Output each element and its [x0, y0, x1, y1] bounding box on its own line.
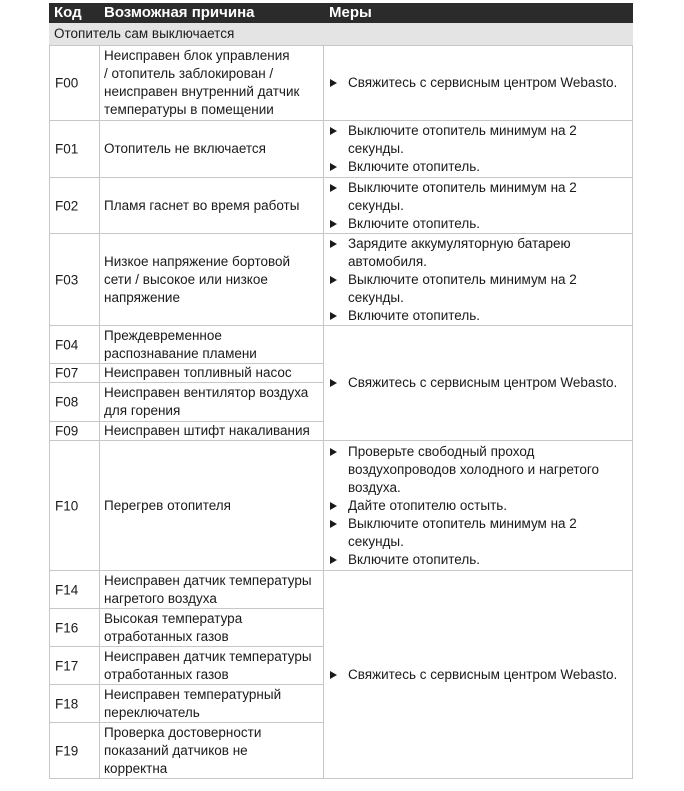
fault-code-cell [49, 571, 99, 609]
bullet-arrow-icon [330, 502, 337, 510]
bullet-arrow-icon [330, 379, 337, 387]
fault-code-cell [49, 609, 99, 647]
cause-text: Неисправен вентилятор воздуха для горения [104, 385, 309, 418]
measures-list [328, 235, 630, 325]
bullet-arrow-icon [330, 671, 337, 679]
cause-text: Неисправен температурный переключатель [104, 686, 282, 720]
measure-text: Выключите отопитель минимум на 2 секунды. [348, 123, 577, 156]
fault-code-cell [49, 234, 99, 326]
bullet-arrow-icon [330, 220, 337, 228]
measure-item [328, 74, 630, 92]
cause-cell [99, 364, 323, 383]
measure-item [328, 215, 630, 233]
fault-code: F07 [55, 365, 79, 381]
fault-code: F17 [55, 658, 79, 673]
cause-cell [99, 121, 323, 178]
measures-cell [323, 326, 633, 441]
fault-code: F00 [55, 75, 79, 90]
measure-text: Включите отопитель. [348, 159, 480, 174]
measure-text: Включите отопитель. [348, 551, 480, 567]
measures-list [328, 179, 630, 233]
fault-code: F09 [55, 423, 79, 439]
measure-text: Включите отопитель. [348, 215, 480, 231]
cause-text: Неисправен топливный насос [104, 365, 292, 380]
bullet-arrow-icon [330, 127, 337, 135]
fault-code: F18 [55, 696, 79, 711]
cause-text: Преждевременное распознавание пламени [104, 327, 257, 361]
fault-code-cell [49, 685, 99, 723]
cause-cell [99, 234, 323, 326]
fault-code: F02 [55, 198, 79, 213]
measure-item [328, 179, 630, 215]
cause-cell [99, 571, 323, 609]
table-header [49, 3, 633, 23]
cause-text: Проверка достоверности показаний датчиков не корректна [104, 724, 262, 776]
fault-code-cell [49, 364, 99, 383]
bullet-arrow-icon [330, 240, 337, 248]
cause-text: Неисправен блок управления / отопитель заблокирован / неисправен внутренний датчик температуры в помещении [104, 47, 300, 117]
bullet-arrow-icon [330, 79, 337, 87]
measure-text: Выключите отопитель минимум на 2 секунды. [348, 515, 577, 549]
cause-text: Отопитель не включается [104, 141, 266, 156]
cause-text: Неисправен датчик температуры нагретого воздуха [104, 572, 312, 606]
bullet-arrow-icon [330, 520, 337, 528]
measures-list [328, 374, 630, 392]
group-title: Отопитель сам выключается [54, 26, 235, 41]
fault-code: F14 [55, 582, 79, 597]
fault-code-cell [49, 383, 99, 422]
measure-item [328, 515, 630, 551]
cause-cell [99, 422, 323, 441]
measure-text: Проверьте свободный проход воздухопроводов холодного и нагретого воздуха. [348, 443, 600, 495]
bullet-arrow-icon [330, 184, 337, 192]
measure-item [328, 374, 630, 392]
measure-item [328, 271, 630, 307]
fault-code-cell [49, 45, 99, 121]
measure-item [328, 443, 630, 497]
measure-text: Включите отопитель. [348, 307, 480, 323]
measure-text: Зарядите аккумуляторную батарею автомобиля. [348, 235, 571, 269]
measures-cell [323, 441, 633, 571]
measure-text: Свяжитесь с сервисным центром Webasto. [348, 375, 618, 390]
measures-cell [323, 234, 633, 326]
measures-cell [323, 571, 633, 779]
bullet-arrow-icon [330, 163, 337, 171]
header-code: Код [54, 4, 82, 21]
measure-text: Дайте отопителю остыть. [348, 497, 508, 513]
measures-list [328, 666, 630, 684]
measure-text: Свяжитесь с сервисным центром Webasto. [348, 666, 618, 682]
fault-code-cell [49, 178, 99, 234]
measure-item [328, 307, 630, 325]
cause-cell [99, 685, 323, 723]
group-header [49, 23, 633, 46]
cause-text: Пламя гаснет во время работы [104, 197, 300, 213]
measure-text: Выключите отопитель минимум на 2 секунды. [348, 271, 577, 305]
measure-text: Выключите отопитель минимум на 2 секунды. [348, 179, 577, 213]
fault-code-cell [49, 647, 99, 685]
fault-code-cell [49, 121, 99, 178]
cause-text: Неисправен штифт накаливания [104, 423, 310, 438]
measures-cell [323, 121, 633, 178]
cause-text: Неисправен датчик температуры отработанных газов [104, 648, 312, 682]
measures-list [328, 122, 630, 176]
header-cause: Возможная причина [104, 4, 255, 21]
measure-item [328, 551, 630, 569]
cause-text: Низкое напряжение бортовой сети / высокое или низкое напряжение [104, 253, 291, 305]
cause-cell [99, 45, 323, 121]
measures-list [328, 74, 630, 92]
measure-item [328, 235, 630, 271]
cause-cell [99, 609, 323, 647]
fault-code: F16 [55, 620, 79, 635]
cause-cell [99, 647, 323, 685]
measure-item [328, 666, 630, 684]
fault-code: F04 [55, 337, 79, 352]
fault-code: F10 [55, 498, 79, 513]
fault-code: F01 [55, 141, 79, 157]
fault-code: F19 [55, 743, 79, 758]
fault-code-cell [49, 422, 99, 441]
cause-cell [99, 383, 323, 422]
measure-item [328, 158, 630, 176]
measure-text: Свяжитесь с сервисным центром Webasto. [348, 74, 618, 90]
measure-item [328, 497, 630, 515]
fault-code: F03 [55, 272, 79, 287]
measures-list [328, 443, 630, 569]
bullet-arrow-icon [330, 448, 337, 456]
cause-cell [99, 723, 323, 779]
cause-cell [99, 441, 323, 571]
fault-code: F08 [55, 394, 79, 410]
fault-code-cell [49, 441, 99, 571]
cause-cell [99, 178, 323, 234]
header-measures: Меры [329, 4, 372, 21]
measures-cell [323, 45, 633, 121]
cause-cell [99, 326, 323, 364]
bullet-arrow-icon [330, 276, 337, 284]
cause-text: Высокая температура отработанных газов [104, 610, 243, 644]
measure-item [328, 122, 630, 158]
fault-code-cell [49, 326, 99, 364]
cause-text: Перегрев отопителя [104, 497, 231, 513]
measures-cell [323, 178, 633, 234]
bullet-arrow-icon [330, 556, 337, 564]
bullet-arrow-icon [330, 312, 337, 320]
fault-code-cell [49, 723, 99, 779]
